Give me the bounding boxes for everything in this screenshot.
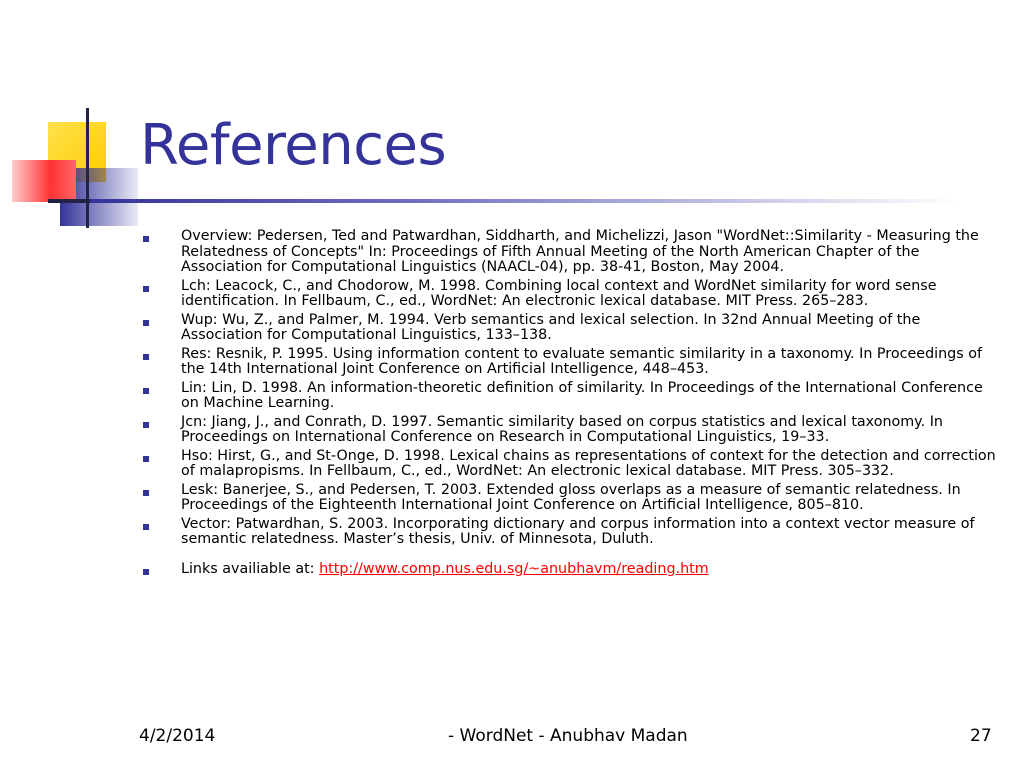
- reference-text: Wup: Wu, Z., and Palmer, M. 1994. Verb semantics and lexical selection. In 32nd Annual Meeting of the Association for Computational Linguistics, 133–138.: [181, 311, 921, 343]
- reference-text: Hso: Hirst, G., and St-Onge, D. 1998. Lexical chains as representations of context for the detection and correction of malapropisms. In Fellbaum, C., ed., WordNet: An electronic lexical database. MIT Press. 305–332.: [181, 447, 996, 479]
- reference-text: Vector: Patwardhan, S. 2003. Incorporating dictionary and corpus information into a context vector measure of semantic relatedness. Master’s thesis, Univ. of Minnesota, Duluth.: [181, 515, 975, 547]
- reference-item: [140, 415, 1000, 446]
- reference-item: [140, 229, 1000, 276]
- reference-item: [140, 279, 1000, 310]
- square-bullet-icon: [143, 490, 149, 496]
- reference-item: [140, 347, 1000, 378]
- square-bullet-icon: [143, 524, 149, 530]
- reference-list: [140, 229, 1000, 580]
- reference-text: Lch: Leacock, C., and Chodorow, M. 1998. Combining local context and WordNet similarity for word sense identification. In Fellbaum, C., ed., WordNet: An electronic lexical database. MIT Press. 265–283.: [181, 277, 937, 309]
- reference-text: Lin: Lin, D. 1998. An information-theoretic definition of similarity. In Proceedings of the International Conference on Machine Learning.: [181, 379, 983, 411]
- reference-item: [140, 313, 1000, 344]
- footer-date: 4/2/2014: [139, 726, 216, 746]
- footer-title: - WordNet - Anubhav Madan: [448, 726, 688, 746]
- square-bullet-icon: [143, 422, 149, 428]
- square-bullet-icon: [143, 286, 149, 292]
- reference-text: Jcn: Jiang, J., and Conrath, D. 1997. Semantic similarity based on corpus statistics and lexical taxonomy. In Proceedings on International Conference on Research in Computational Linguistics, 19–33.: [181, 413, 943, 445]
- links-label: Links availiable at:: [181, 560, 320, 577]
- slide-title: References: [140, 113, 447, 178]
- reference-item: [140, 449, 1000, 480]
- deco-red-square: [12, 160, 76, 202]
- square-bullet-icon: [143, 354, 149, 360]
- slide-number: 27: [970, 726, 992, 746]
- square-bullet-icon: [143, 388, 149, 394]
- square-bullet-icon: [143, 320, 149, 326]
- reference-item: [140, 517, 1000, 548]
- corner-decoration: [0, 0, 140, 240]
- square-bullet-icon: [143, 569, 149, 575]
- title-underline: [90, 199, 960, 203]
- reference-text: Lesk: Banerjee, S., and Pedersen, T. 2003. Extended gloss overlaps as a measure of semantic relatedness. In Proceedings of the Eighteenth International Joint Conference on Artificial Intelligence, 805–810.: [181, 481, 961, 513]
- reference-text: Overview: Pedersen, Ted and Patwardhan, Siddharth, and Michelizzi, Jason "WordNet::Similarity - Measuring the Relatedness of Concepts" In: Proceedings of Fifth Annual Meeting of the North American Chapter of the Association for Computational Linguistics (NAACL-04), pp. 38-41, Boston, May 2004.: [181, 228, 979, 275]
- reference-item: [140, 483, 1000, 514]
- links-item: [140, 562, 1000, 578]
- square-bullet-icon: [143, 456, 149, 462]
- reference-text: Res: Resnik, P. 1995. Using information content to evaluate semantic similarity in a taxonomy. In Proceedings of the 14th International Joint Conference on Artificial Intelligence, 448–453.: [181, 345, 983, 377]
- square-bullet-icon: [143, 236, 149, 242]
- reference-item: [140, 381, 1000, 412]
- reading-list-link[interactable]: http://www.comp.nus.edu.sg/~anubhavm/reading.htm: [319, 560, 709, 577]
- deco-vertical-line: [86, 108, 89, 228]
